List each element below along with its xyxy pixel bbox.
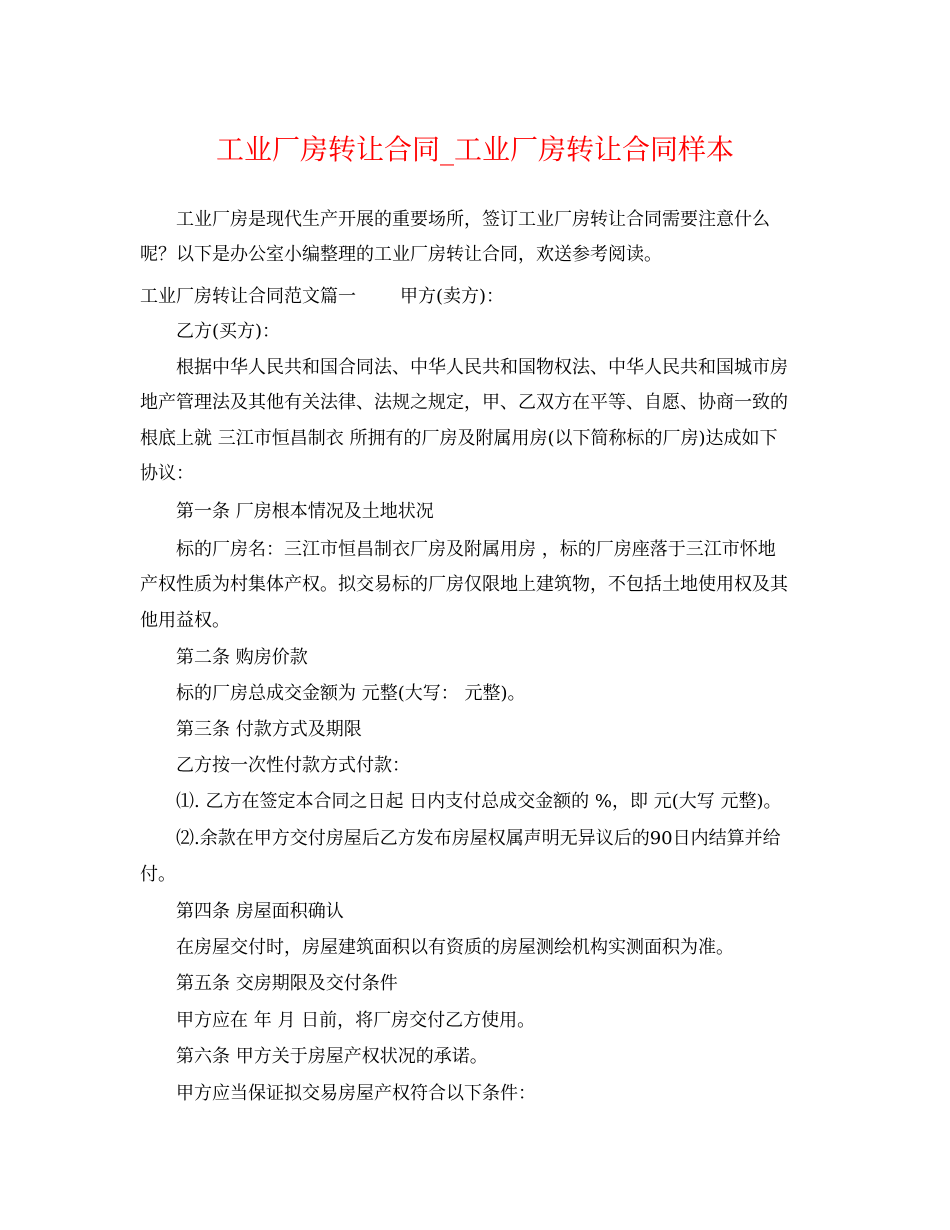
- article1-heading: 第一条 厂房根本情况及土地状况: [176, 501, 434, 522]
- article3-heading: 第三条 付款方式及期限: [176, 719, 362, 740]
- article4-heading: 第四条 房屋面积确认: [176, 901, 344, 922]
- article3-body: 乙方按一次性付款方式付款：: [176, 755, 410, 776]
- article4-body: 在房屋交付时，房屋建筑面积以有资质的房屋测绘机构实测面积为准。: [176, 937, 734, 958]
- article2-body: 标的厂房总成交金额为 元整(大写： 元整)。: [176, 683, 526, 704]
- preamble-line-2: 地产管理法及其他有关法律、法规之规定，甲、乙双方在平等、自愿、协商一致的: [140, 392, 788, 413]
- party-a-label: 甲方(卖方)：: [400, 286, 505, 307]
- article3-item-1: ⑴. 乙方在签定本合同之日起 日内支付总成交金额的 %，即 元(大写 元整)。: [176, 791, 782, 812]
- article6-body: 甲方应当保证拟交易房屋产权符合以下条件：: [176, 1083, 536, 1104]
- intro-line-1: 工业厂房是现代生产开展的重要场所，签订工业厂房转让合同需要注意什么: [176, 209, 770, 230]
- party-b-label: 乙方(买方)：: [176, 321, 281, 342]
- article6-heading: 第六条 甲方关于房屋产权状况的承诺。: [176, 1046, 488, 1067]
- article1-line-1: 标的厂房名：三江市恒昌制衣厂房及附属用房 ，标的厂房座落于三江市怀地: [176, 539, 776, 560]
- section-heading: 工业厂房转让合同范文篇一: [140, 286, 356, 307]
- section-heading-row: [140, 283, 504, 311]
- document-title: 工业厂房转让合同_工业厂房转让合同样本: [215, 133, 734, 166]
- article2-heading: 第二条 购房价款: [176, 647, 308, 668]
- intro-line-2: 呢？以下是办公室小编整理的工业厂房转让合同，欢送参考阅读。: [140, 244, 662, 265]
- article3-item-2-line-1: ⑵.余款在甲方交付房屋后乙方发布房屋权属声明无异议后的90日内结算并给: [176, 828, 781, 849]
- article1-line-2: 产权性质为村集体产权。拟交易标的厂房仅限地上建筑物，不包括土地使用权及其: [140, 574, 788, 595]
- article5-heading: 第五条 交房期限及交付条件: [176, 973, 398, 994]
- preamble-line-1: 根据中华人民共和国合同法、中华人民共和国物权法、中华人民共和国城市房: [176, 357, 788, 378]
- preamble-line-3: 根底上就 三江市恒昌制衣 所拥有的厂房及附属用房(以下简称标的厂房)达成如下: [140, 428, 778, 449]
- article1-line-3: 他用益权。: [140, 610, 230, 631]
- preamble-line-4: 协议：: [140, 463, 194, 484]
- article3-item-2-line-2: 付。: [140, 864, 176, 885]
- article5-body: 甲方应在 年 月 日前，将厂房交付乙方使用。: [176, 1010, 536, 1031]
